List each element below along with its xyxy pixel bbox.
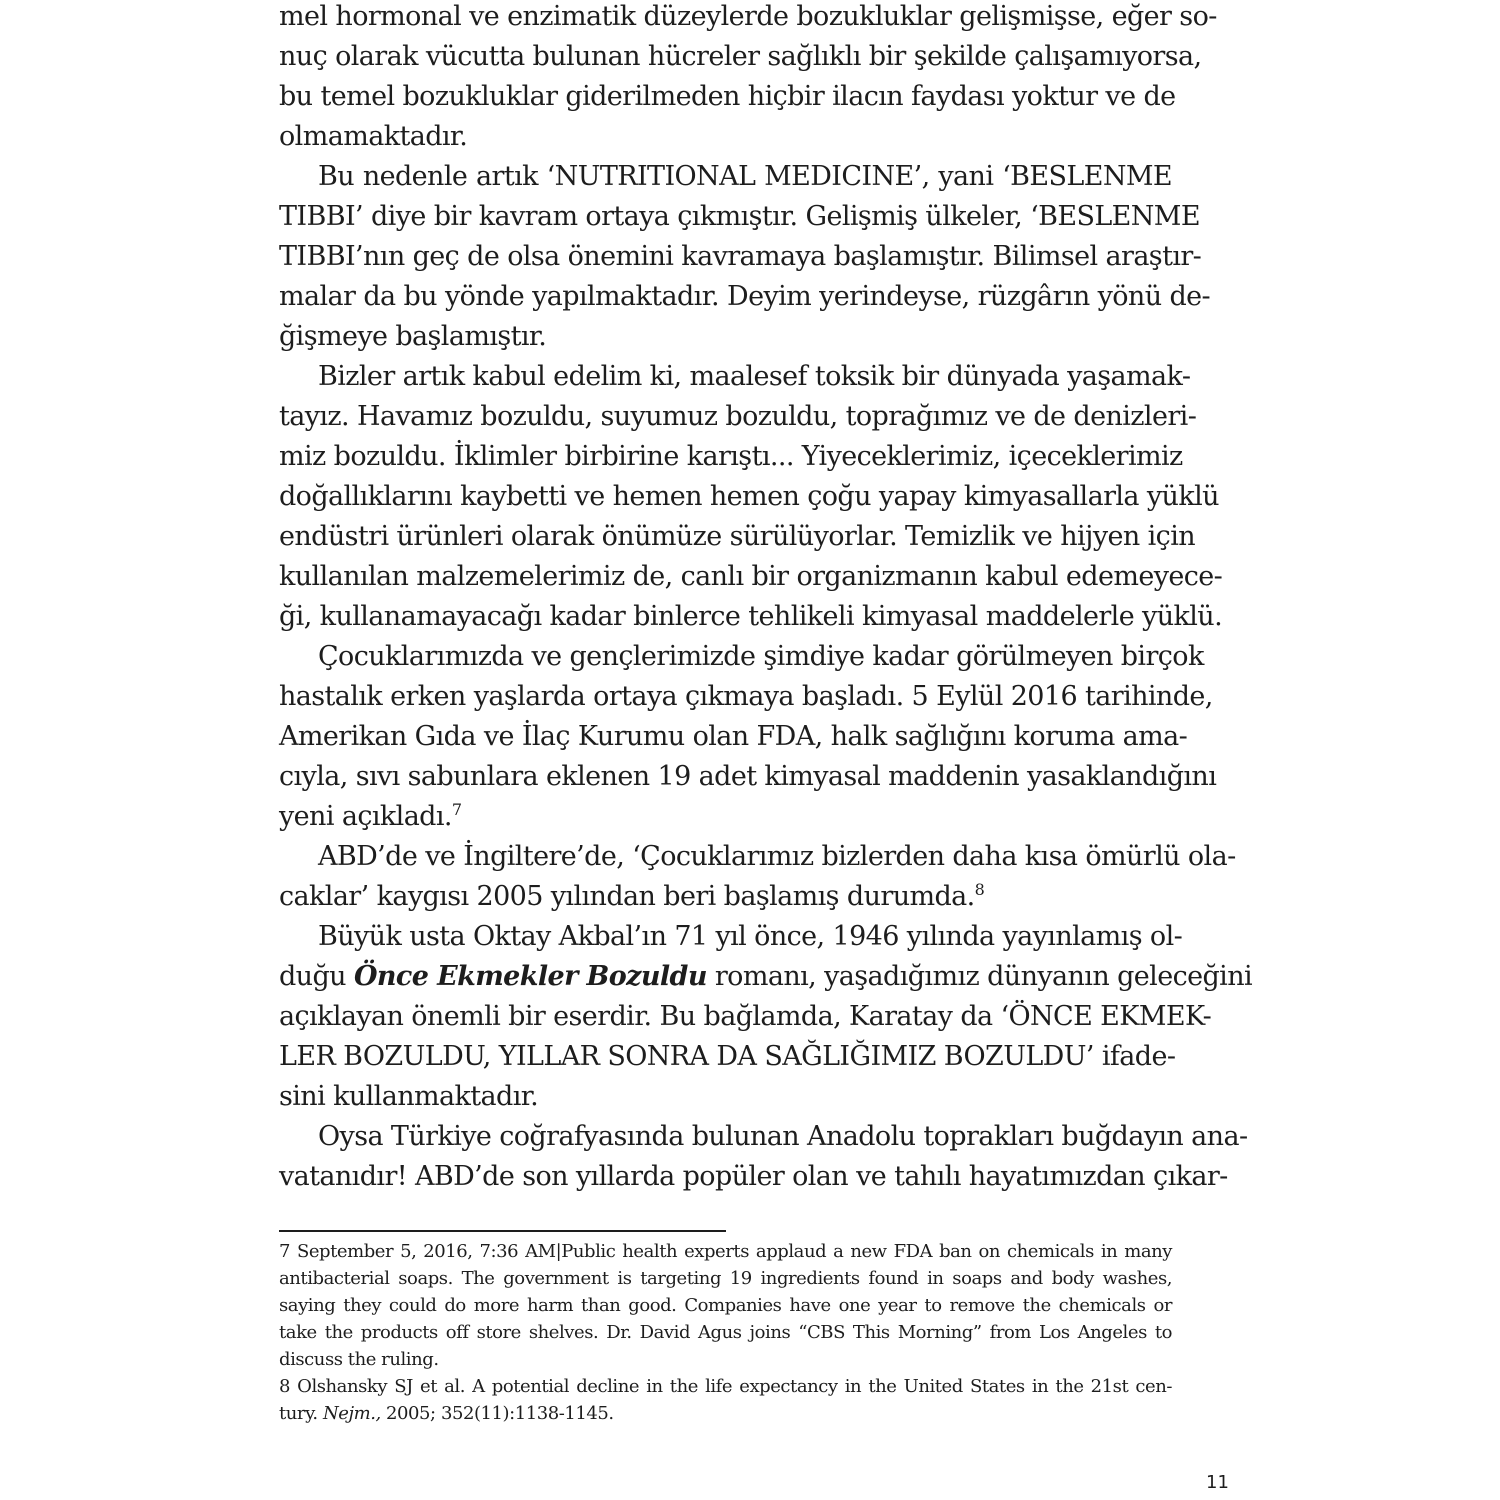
text-segment: 2005; 352(11):1138-1145.: [386, 1403, 614, 1424]
text-line: Çocuklarımızda ve gençlerimizde şimdiye kadar görülmeyen birçok: [318, 641, 1204, 672]
footnote-line: saying they could do more harm than good. Companies have one year to remove the chemicals or: [279, 1295, 1172, 1316]
text-line: TIBBI’nın geç de olsa önemini kavramaya başlamıştır. Bilimsel araştır-: [279, 241, 1202, 272]
text-line: kullanılan malzemelerimiz de, canlı bir organizmanın kabul edemeyece-: [279, 561, 1223, 592]
text-line: mel hormonal ve enzimatik düzeylerde bozukluklar gelişmişse, eğer so-: [279, 1, 1217, 32]
footnote-line: 8 Olshansky SJ et al. A potential decline in the life expectancy in the United States in the 21st cen-: [279, 1376, 1172, 1397]
text-line: [279, 800, 1172, 834]
text-segment: caklar’ kaygısı 2005 yılından beri başlamış durumda.: [279, 881, 975, 912]
text-line: tayız. Havamız bozuldu, suyumuz bozuldu, toprağımız ve de denizleri-: [279, 401, 1197, 432]
text-line: miz bozuldu. İklimler birbirine karıştı... Yiyeceklerimiz, içeceklerimiz: [279, 441, 1183, 472]
text-segment: tury.: [279, 1403, 318, 1424]
text-line: bu temel bozukluklar giderilmeden hiçbir ilacın faydası yoktur ve de: [279, 81, 1176, 112]
text-line: Amerikan Gıda ve İlaç Kurumu olan FDA, halk sağlığını koruma ama-: [279, 721, 1188, 752]
footnote-separator: [279, 1230, 726, 1232]
text-line: vatanıdır! ABD’de son yıllarda popüler olan ve tahılı hayatımızdan çıkar-: [279, 1161, 1228, 1192]
text-segment: romanı, yaşadığımız dünyanın geleceğini: [714, 961, 1253, 992]
text-line: Büyük usta Oktay Akbal’ın 71 yıl önce, 1946 yılında yayınlamış ol-: [318, 921, 1183, 952]
footnote-line: 7 September 5, 2016, 7:36 AM|Public health experts applaud a new FDA ban on chemicals in many: [279, 1241, 1172, 1262]
text-line: açıklayan önemli bir eserdir. Bu bağlamda, Karatay da ‘ÖNCE EKMEK-: [279, 1001, 1212, 1032]
text-line: Bu nedenle artık ‘NUTRITIONAL MEDICINE’, yani ‘BESLENME: [318, 161, 1172, 192]
footnote-line: take the products off store shelves. Dr. David Agus joins “CBS This Morning” from Los Angeles to: [279, 1322, 1172, 1343]
footnote-ref: 7: [451, 800, 462, 819]
footnote-line: discuss the ruling.: [279, 1349, 439, 1370]
text-line: doğallıklarını kaybetti ve hemen hemen çoğu yapay kimyasallarla yüklü: [279, 481, 1219, 512]
text-line: TIBBI’ diye bir kavram ortaya çıkmıştır. Gelişmiş ülkeler, ‘BESLENME: [279, 201, 1200, 232]
text-line: malar da bu yönde yapılmaktadır. Deyim yerindeyse, rüzgârın yönü de-: [279, 281, 1211, 312]
text-line: ğişmeye başlamıştır.: [279, 321, 547, 352]
footnote-ref: 8: [974, 880, 985, 899]
text-segment: yeni açıkladı.: [279, 801, 452, 832]
book-title: Önce Ekmekler Bozuldu: [353, 961, 707, 992]
text-line: olmamaktadır.: [279, 121, 468, 152]
text-line: Bizler artık kabul edelim ki, maalesef toksik bir dünyada yaşamak-: [318, 361, 1191, 392]
text-line: sini kullanmaktadır.: [279, 1081, 539, 1112]
text-line: Oysa Türkiye coğrafyasında bulunan Anadolu toprakları buğdayın ana-: [318, 1121, 1248, 1152]
text-line: ği, kullanamayacağı kadar binlerce tehlikeli kimyasal maddelerle yüklü.: [279, 601, 1223, 632]
text-line: cıyla, sıvı sabunlara eklenen 19 adet kimyasal maddenin yasaklandığını: [279, 761, 1217, 792]
footnote-line: antibacterial soaps. The government is targeting 19 ingredients found in soaps and body washes,: [279, 1268, 1172, 1289]
text-line: [279, 960, 1253, 994]
text-line: LER BOZULDU, YILLAR SONRA DA SAĞLIĞIMIZ BOZULDU’ ifade-: [279, 1041, 1176, 1072]
footnote-line: [279, 1402, 1172, 1426]
text-line: nuç olarak vücutta bulunan hücreler sağlıklı bir şekilde çalışamıyorsa,: [279, 41, 1202, 72]
text-segment: duğu: [279, 961, 346, 992]
text-line: hastalık erken yaşlarda ortaya çıkmaya başladı. 5 Eylül 2016 tarihinde,: [279, 681, 1213, 712]
journal-name: Nejm.,: [322, 1403, 381, 1424]
text-line: [279, 880, 1172, 914]
text-line: endüstri ürünleri olarak önümüze sürülüyorlar. Temizlik ve hijyen için: [279, 521, 1196, 552]
page-number: 11: [1206, 1472, 1229, 1493]
text-line: ABD’de ve İngiltere’de, ‘Çocuklarımız bizlerden daha kısa ömürlü ola-: [318, 841, 1236, 872]
